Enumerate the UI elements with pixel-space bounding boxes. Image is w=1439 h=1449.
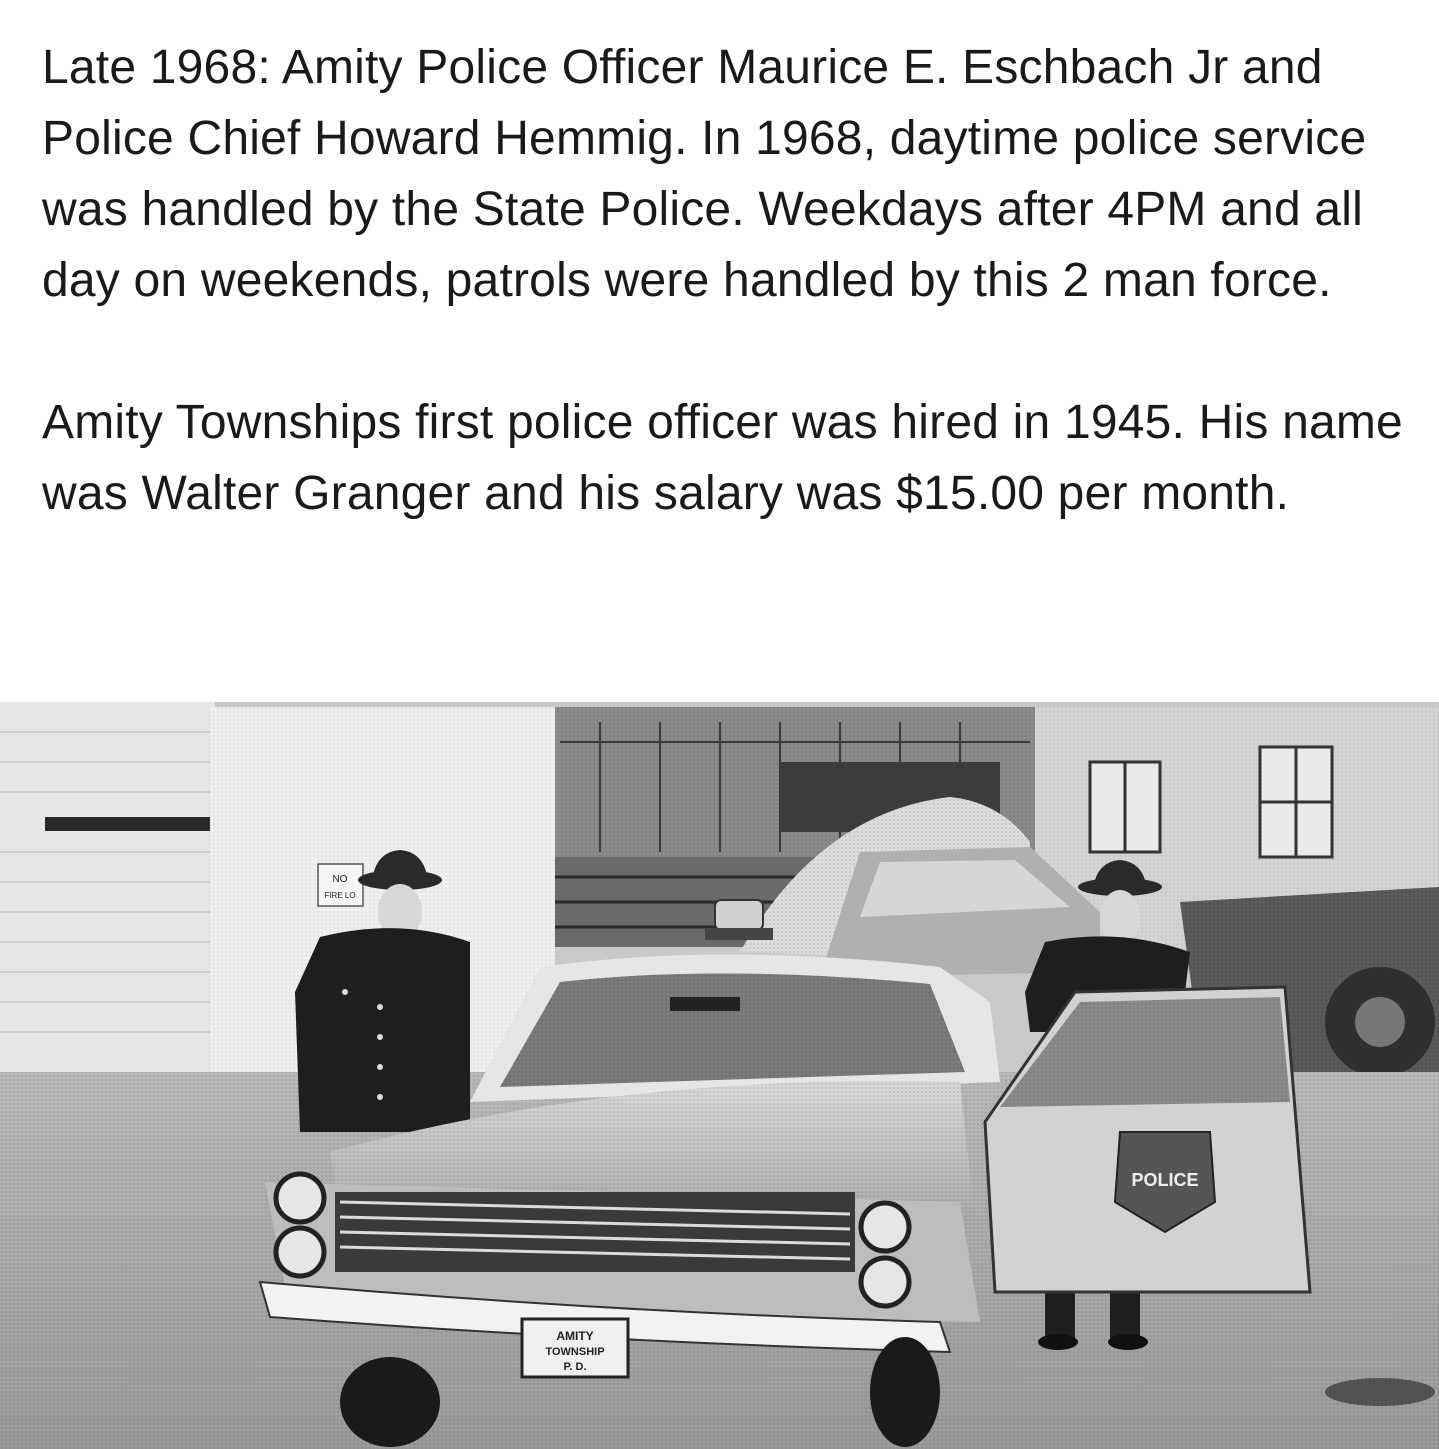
- sign-text-bottom: FIRE LO: [324, 891, 356, 900]
- sign-text-top: NO: [332, 874, 348, 885]
- tire: [870, 1337, 940, 1447]
- headlight: [861, 1258, 909, 1306]
- caption-paragraph-2: Amity Townships first police officer was hired in 1945. His name was Walter Granger and his salary was $15.00 per month.: [42, 396, 1403, 520]
- brick-wall: [0, 702, 215, 1082]
- tire: [340, 1357, 440, 1447]
- plate-line-3: P. D.: [563, 1361, 587, 1373]
- plate-line-2: TOWNSHIP: [545, 1346, 605, 1358]
- roof-light: [715, 900, 763, 930]
- grille: [335, 1192, 855, 1272]
- plate-line-1: AMITY: [556, 1329, 594, 1343]
- headlight: [861, 1203, 909, 1251]
- headlight: [276, 1174, 324, 1222]
- headlight: [276, 1228, 324, 1276]
- caption-text: [42, 32, 1412, 529]
- door-emblem-text: POLICE: [1131, 1170, 1199, 1190]
- license-plate: [522, 1319, 628, 1377]
- historical-photo: [0, 702, 1439, 1449]
- caption-paragraph-1: Late 1968: Amity Police Officer Maurice E. Eschbach Jr and Police Chief Howard Hemmig. In 1968, daytime police service was handled by the State Police. Weekdays after 4PM and all day on weekends, patrols were handled by this 2 man force.: [42, 41, 1367, 307]
